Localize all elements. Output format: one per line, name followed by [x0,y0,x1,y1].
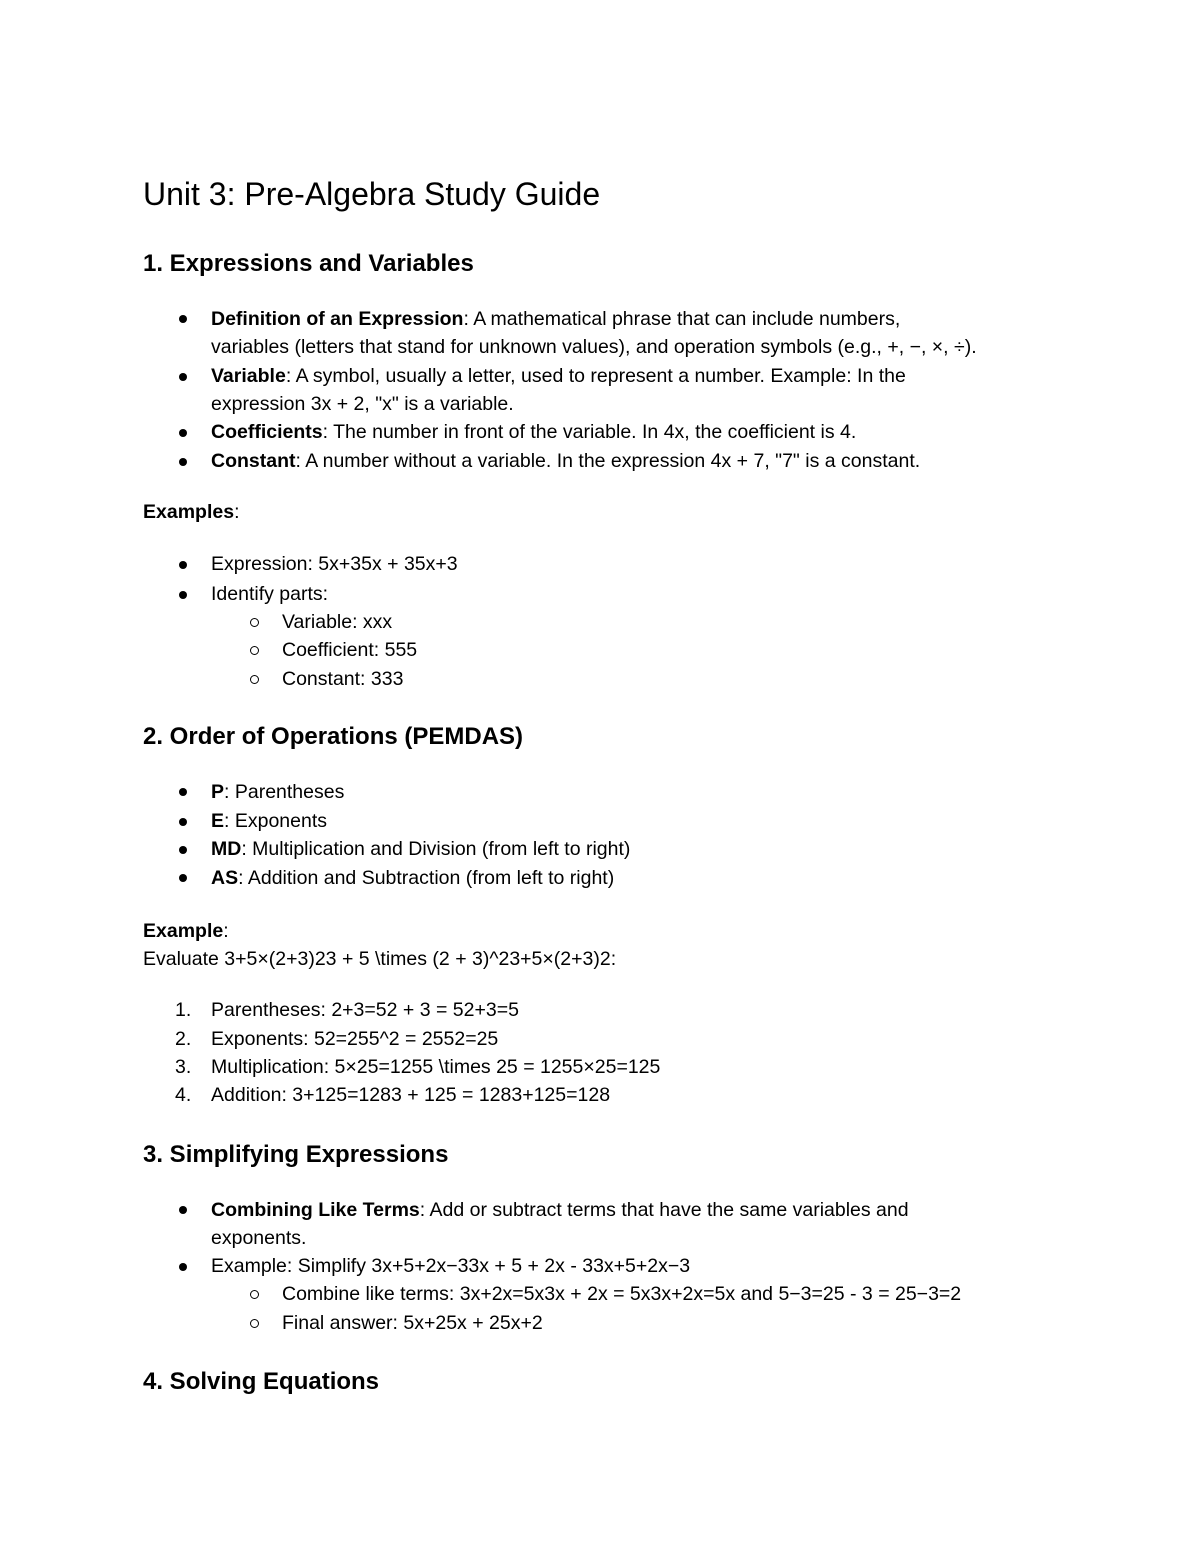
examples-label: Examples: [143,501,240,523]
bullet-icon [179,373,187,381]
list-item: Expression: 5x+35x + 35x+3 [211,553,458,575]
sub-list-item: Variable: xxx [282,611,393,633]
evaluate-line: Evaluate 3+5×(2+3)23 + 5 \times (2 + 3)^23+5×(2+3)2: [143,948,617,970]
circle-bullet-icon [250,675,259,684]
list-item: Definition of an Expression: A mathematical phrase that can include numbers, [211,308,901,330]
page-title: Unit 3: Pre-Algebra Study Guide [143,176,601,212]
sub-list-item: Combine like terms: 3x+2x=5x3x + 2x = 5x3x+2x=5x and 5−3=25 - 3 = 25−3=2 [282,1283,962,1305]
bullet-icon [179,1263,187,1271]
list-item: Combining Like Terms: Add or subtract terms that have the same variables and [211,1199,909,1221]
list-item: E: Exponents [211,810,327,832]
step-text: Addition: 3+125=1283 + 125 = 1283+125=128 [211,1084,611,1106]
step-number: 3. [175,1056,192,1078]
step-text: Multiplication: 5×25=1255 \times 25 = 1255×25=125 [211,1056,661,1078]
section-1-heading: 1. Expressions and Variables [143,250,474,277]
circle-bullet-icon [250,1290,259,1299]
circle-bullet-icon [250,646,259,655]
step-text: Exponents: 52=255^2 = 2552=25 [211,1028,499,1050]
list-item: MD: Multiplication and Division (from left to right) [211,838,631,860]
step-text: Parentheses: 2+3=52 + 3 = 52+3=5 [211,999,519,1021]
section-2-heading: 2. Order of Operations (PEMDAS) [143,723,524,750]
bullet-icon [179,846,187,854]
list-item-continuation: exponents. [211,1227,307,1249]
list-item: Example: Simplify 3x+5+2x−33x + 5 + 2x - 33x+5+2x−3 [211,1255,691,1277]
sub-list-item: Final answer: 5x+25x + 25x+2 [282,1312,543,1334]
section-4-heading: 4. Solving Equations [143,1368,380,1395]
step-number: 2. [175,1028,192,1050]
bullet-icon [179,874,187,882]
bullet-icon [179,458,187,466]
circle-bullet-icon [250,1319,259,1328]
circle-bullet-icon [250,618,259,627]
list-item: Coefficients: The number in front of the variable. In 4x, the coefficient is 4. [211,421,857,443]
bullet-icon [179,429,187,437]
bullet-icon [179,561,187,569]
bullet-icon [179,818,187,826]
bullet-icon [179,315,187,323]
sub-list-item: Constant: 333 [282,668,404,690]
bullet-icon [179,788,187,796]
list-item: Variable: A symbol, usually a letter, used to represent a number. Example: In the [211,365,906,387]
list-item-continuation: expression 3x + 2, "x" is a variable. [211,393,514,415]
bullet-icon [179,591,187,599]
section-3-heading: 3. Simplifying Expressions [143,1141,449,1168]
list-item: Constant: A number without a variable. In the expression 4x + 7, "7" is a constant. [211,450,921,472]
sub-list-item: Coefficient: 555 [282,639,418,661]
example-label: Example: [143,920,229,942]
list-item: P: Parentheses [211,781,345,803]
list-item: AS: Addition and Subtraction (from left to right) [211,867,615,889]
step-number: 4. [175,1084,192,1106]
bullet-icon [179,1206,187,1214]
list-item-continuation: variables (letters that stand for unknown values), and operation symbols (e.g., +, −, ×, ÷). [211,336,977,358]
step-number: 1. [175,999,192,1021]
list-item: Identify parts: [211,583,329,605]
